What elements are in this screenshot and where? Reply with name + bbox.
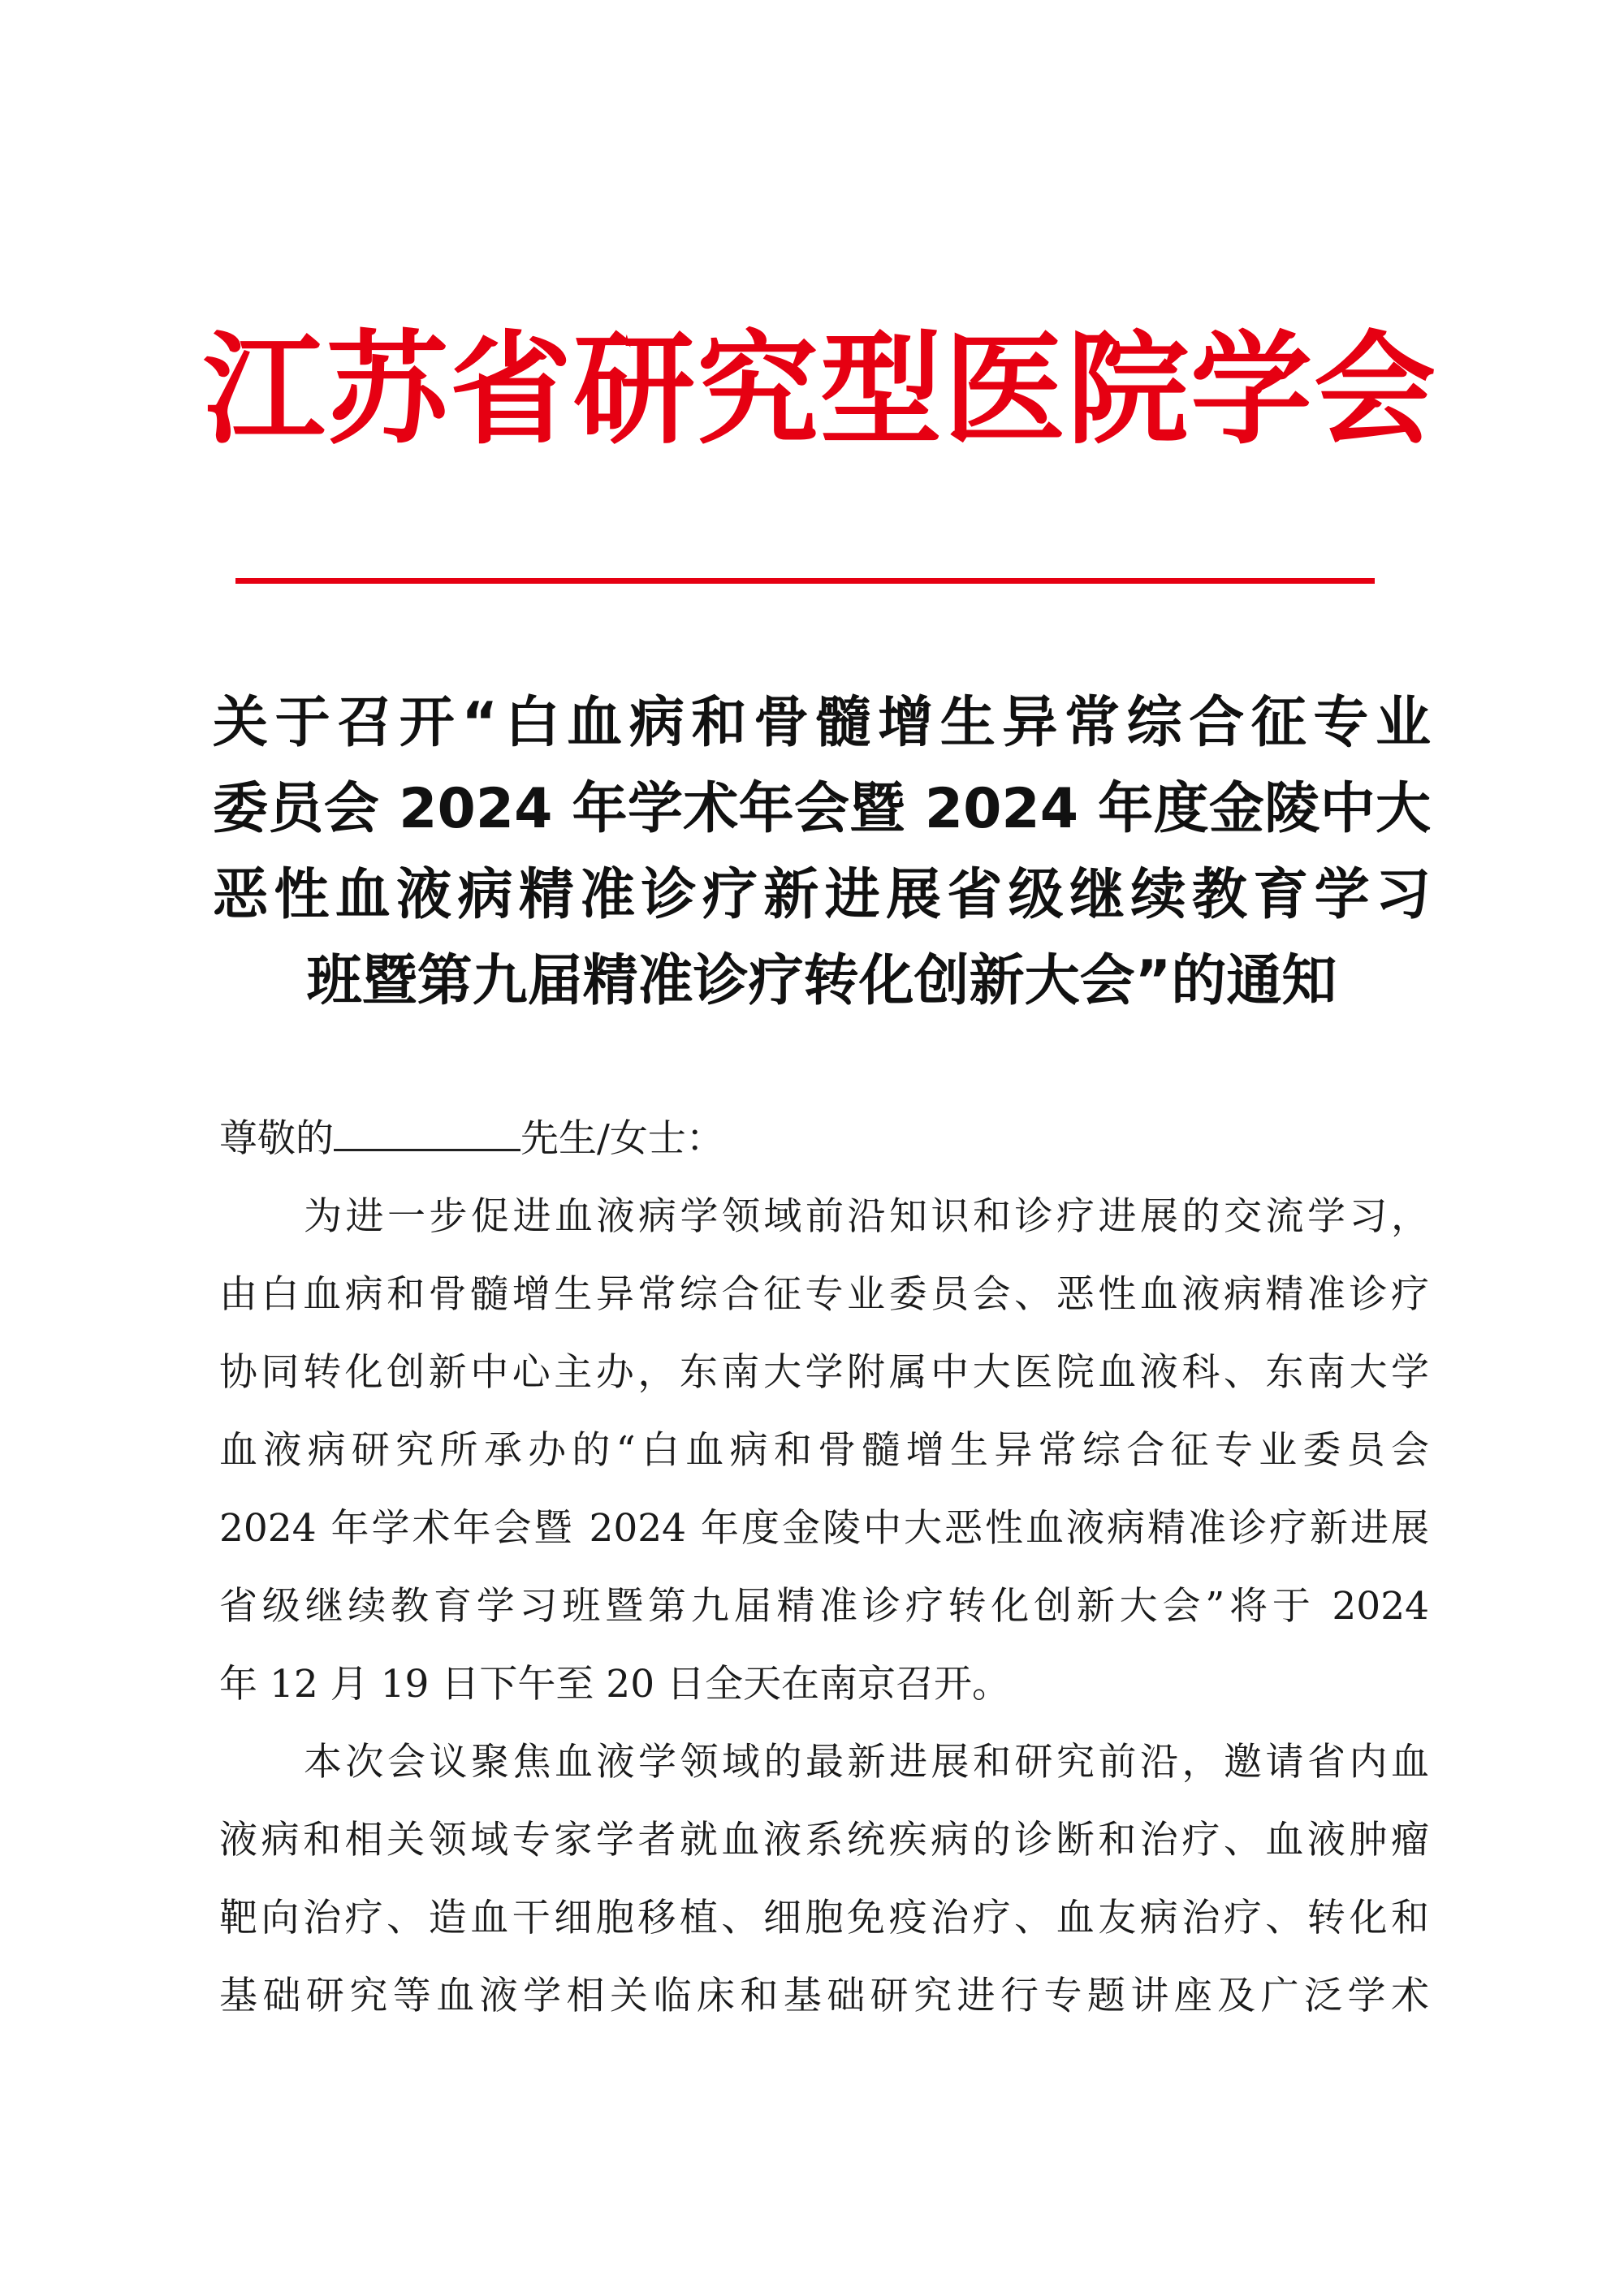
paragraph-1-line: 为进一步促进血液病学领域前沿知识和诊疗进展的交流学习， (304, 1194, 1429, 1239)
notice-title (213, 680, 1431, 1025)
salutation-prefix: 尊敬的 (219, 1116, 334, 1161)
paragraph-1-line: 年 12 月 19 日下午至 20 日全天在南京召开。 (219, 1662, 1011, 1707)
notice-body (219, 1100, 1429, 2035)
paragraph-1-line: 协同转化创新中心主办，东南大学附属中大医院血液科、东南大学 (219, 1350, 1429, 1395)
letterhead-red-rule (235, 578, 1375, 584)
title-line: 委员会 2024 年学术年会暨 2024 年度金陵中大 (213, 777, 1431, 841)
paragraph-1-line: 2024 年学术年会暨 2024 年度金陵中大恶性血液病精准诊疗新进展 (219, 1506, 1429, 1551)
paragraph-2-line: 靶向治疗、造血干细胞移植、细胞免疫治疗、血友病治疗、转化和 (219, 1896, 1429, 1940)
paragraph-1-line: 省级继续教育学习班暨第九届精准诊疗转化创新大会”将于 2024 (219, 1584, 1429, 1629)
name-blank (334, 1116, 520, 1151)
title-line: 班暨第九届精准诊疗转化创新大会”的通知 (306, 949, 1337, 1013)
organization-name: 江苏省研究型医院学会 (203, 318, 1438, 461)
salutation (219, 1100, 1429, 1178)
paragraph-2-line: 基础研究等血液学相关临床和基础研究进行专题讲座及广泛学术 (219, 1974, 1429, 2018)
paragraph-2-line: 液病和相关领域专家学者就血液系统疾病的诊断和治疗、血液肿瘤 (219, 1818, 1429, 1862)
paragraph-1-line: 血液病研究所承办的“白血病和骨髓增生异常综合征专业委员会 (219, 1428, 1429, 1473)
title-line: 关于召开“白血病和骨髓增生异常综合征专业 (213, 691, 1431, 755)
title-line: 恶性血液病精准诊疗新进展省级继续教育学习 (213, 863, 1431, 927)
organization-letterhead (203, 317, 1438, 463)
salutation-suffix: 先生/女士： (520, 1116, 724, 1161)
paragraph-2-line: 本次会议聚焦血液学领域的最新进展和研究前沿，邀请省内血 (304, 1740, 1429, 1785)
paragraph-1-line: 由白血病和骨髓增生异常综合征专业委员会、恶性血液病精准诊疗 (219, 1272, 1429, 1317)
